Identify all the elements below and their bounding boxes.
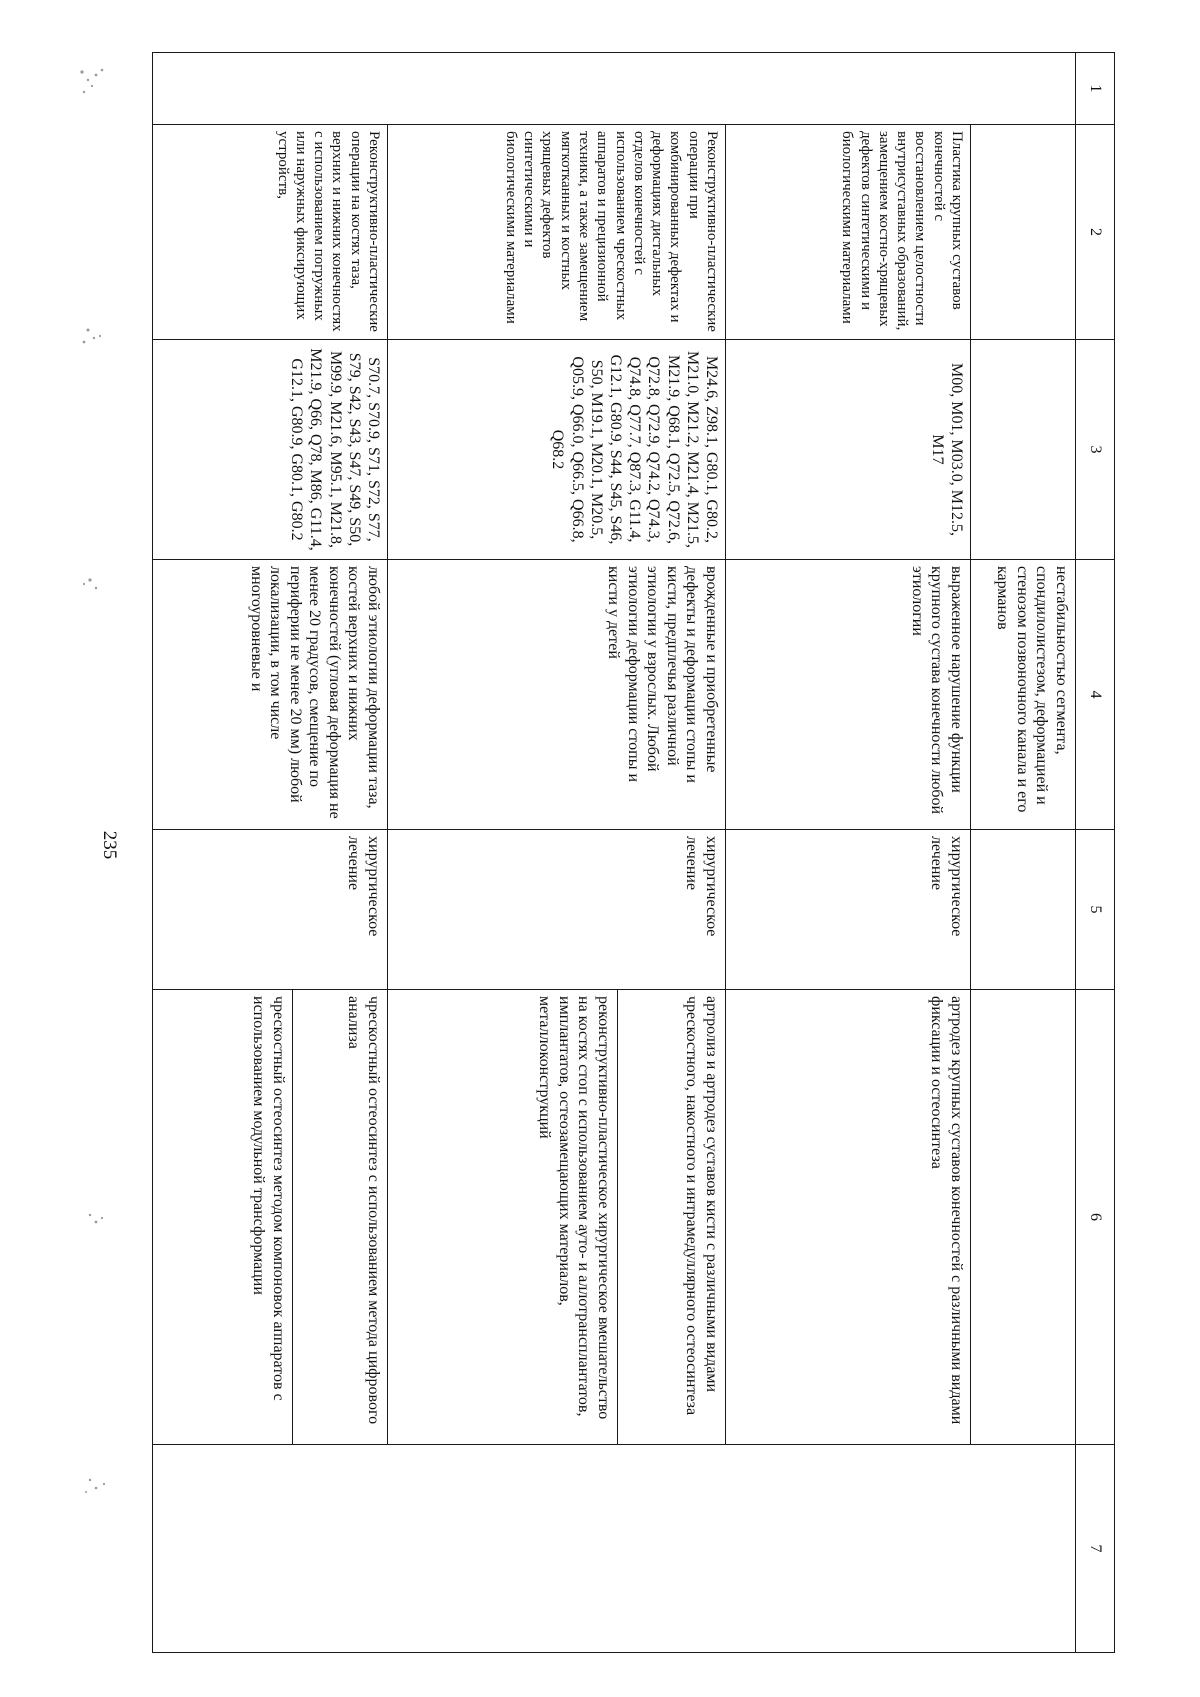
header-col-6: 6 — [1076, 990, 1115, 1445]
cont-col2 — [971, 125, 1076, 340]
row2-method-1: артролиз и артродез суставов кисти с различными видами чрескостного, накостного и интрамедуллярного остеосинтеза — [618, 990, 726, 1445]
document-table — [152, 52, 1115, 1653]
row2-method-2: реконструктивно-пластическое хирургическое вмешательство на костях стоп с использованием ауто- и аллотрансплантатов, имплантатов, остеозамещающих материалов, металлоконструкций — [388, 990, 618, 1445]
col7-empty — [153, 1445, 1076, 1653]
header-col-7: 7 — [1076, 1445, 1115, 1653]
row3-method-1: чрескостный остеосинтез с использованием метода цифрового анализа — [293, 990, 388, 1445]
row2-name: Реконструктивно-пластические операции при комбинированных дефектах и деформациях дистальных отделов конечностей с использованием чрескостных аппаратов и прецизионной техники, а также замещением мягкотканных и костных хрящевых дефектов синтетическими и биологическими материалами — [388, 125, 726, 340]
cont-col5 — [971, 830, 1076, 990]
row2-treatment: хирургическое лечение — [388, 830, 726, 990]
header-col-4: 4 — [1076, 560, 1115, 830]
page-number: 235 — [99, 830, 120, 860]
cont-col4: нестабильностью сегмента, спондилолистезом, деформацией и стенозом позвоночного канала и его карманов — [971, 560, 1076, 830]
row1-model: выраженное нарушение функции крупного сустава конечности любой этиологии — [726, 560, 971, 830]
row1-name: Пластика крупных суставов конечностей с восстановлением целостности внутрисуставных образований, замещением костно-хрящевых дефектов синтетическими и биологическими материалами — [726, 125, 971, 340]
cont-col3 — [971, 340, 1076, 560]
row3-name: Реконструктивно-пластические операции на костях таза, верхних и нижних конечностях с использованием погружных или наружных фиксирующих устройств, — [153, 125, 388, 340]
row3-method-2: чрескостный остеосинтез методом компоновок аппаратов с использованием модульной трансформации — [153, 990, 293, 1445]
row2-model: врожденные и приобретенные дефекты и деформации стопы и кисти, предплечья различной этиологии у взрослых. Любой этиологии деформации стопы и кисти у детей — [388, 560, 726, 830]
header-col-2: 2 — [1076, 125, 1115, 340]
header-col-1: 1 — [1076, 53, 1115, 125]
table-row — [726, 53, 971, 1653]
row1-treatment: хирургическое лечение — [726, 830, 971, 990]
table-row-continuation — [971, 53, 1076, 1653]
row3-treatment: хирургическое лечение — [153, 830, 388, 990]
col1-empty — [153, 53, 1076, 125]
row3-codes: S70.7, S70.9, S71, S72, S77, S79, S42, S43, S47, S49, S50, M99.9, M21.6, M95.1, M21.8, M21.9, Q66, Q78, M86, G11.4, G12.1, G80.9, G80.1, G80.2 — [153, 340, 388, 560]
row1-method-1: артродез крупных суставов конечностей с различными видами фиксации и остеосинтеза — [726, 990, 971, 1445]
row2-codes: M24.6, Z98.1, G80.1, G80.2, M21.0, M21.2, M21.4, M21.5, M21.9, Q68.1, Q72.5, Q72.6, Q72.8, Q72.9, Q74.2, Q74.3, Q74.8, Q77.7, Q87.3, G11.4, G12.1, G80.9, S44, S45, S46, S50, M19.1, M20.1, M20.5, Q05.9, Q66.0, Q66.5, Q66.8, Q68.2 — [388, 340, 726, 560]
cont-col6 — [971, 990, 1076, 1445]
header-row — [1076, 53, 1115, 1653]
header-col-3: 3 — [1076, 340, 1115, 560]
header-col-5: 5 — [1076, 830, 1115, 990]
table-row — [293, 53, 388, 1653]
row1-codes: M00, M01, M03.0, M12.5, M17 — [726, 340, 971, 560]
table-row — [618, 53, 726, 1653]
row3-model: любой этиологии деформации таза, костей верхних и нижних конечностей (угловая деформация не менее 20 градусов, смещение по периферии не менее 20 мм) любой локализации, в том числе многоуровневые и — [153, 560, 388, 830]
